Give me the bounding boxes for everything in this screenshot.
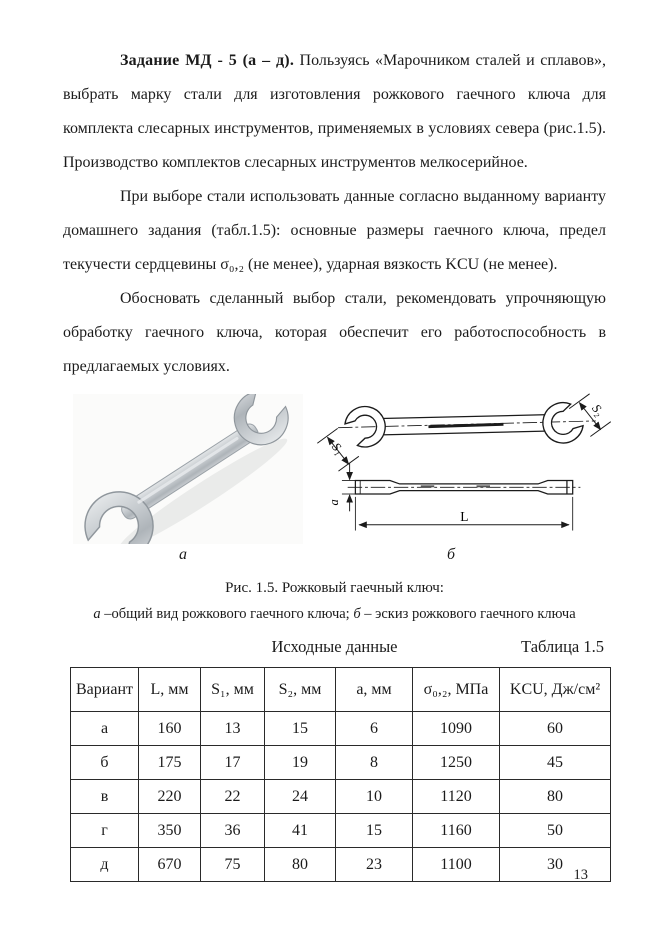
table-cell: 10	[336, 780, 413, 814]
table-header-row	[71, 668, 611, 712]
table-cell: 60	[500, 712, 611, 746]
table-cell: 160	[139, 712, 201, 746]
table-row	[71, 848, 611, 882]
figure-labels	[63, 546, 606, 576]
table-cell: д	[71, 848, 139, 882]
task-paragraph	[63, 44, 606, 180]
table-cell: в	[71, 780, 139, 814]
figure-label-b: б	[447, 546, 456, 563]
table-cell: 15	[265, 712, 336, 746]
table-cell: 30	[500, 848, 611, 882]
table-row	[71, 746, 611, 780]
subcaption-b-text: – эскиз рожкового гаечного ключа	[360, 606, 576, 622]
table-header-cell: S₁, мм	[201, 668, 265, 712]
dim-s1-label: S₁	[328, 440, 347, 458]
table-body	[71, 712, 611, 882]
figure-label-a: а	[179, 546, 187, 563]
data-table	[70, 667, 611, 882]
table-pretitle: Исходные данные	[271, 637, 398, 656]
table-cell: б	[71, 746, 139, 780]
table-cell: 17	[201, 746, 265, 780]
table-header-cell: Вариант	[71, 668, 139, 712]
subcaption-b-label: б	[353, 606, 361, 622]
dim-a-label: а	[327, 499, 342, 506]
table-row	[71, 780, 611, 814]
table-cell: 15	[336, 814, 413, 848]
table-header-cell: S₂, мм	[265, 668, 336, 712]
table-cell: 1250	[413, 746, 500, 780]
body-paragraph-2: При выборе стали использовать данные согласно выданному варианту домашнего задания (табл.1.5): основные размеры гаечного ключа, предел текучести сердцевины σ₀,₂ (не менее), ударная вязкость KCU (не менее).	[63, 188, 606, 273]
figure-subcaption	[63, 606, 606, 623]
table-header-cell: σ₀,₂, МПа	[413, 668, 500, 712]
body-paragraph-3: Обосновать сделанный выбор стали, рекомендовать упрочняющую обработку гаечного ключа, которая обеспечит его работоспособность в предлагаемых условиях.	[63, 290, 606, 375]
figure-1-5	[63, 394, 606, 546]
wrench-photo	[73, 394, 303, 544]
table-cell: 1120	[413, 780, 500, 814]
table-cell: 45	[500, 746, 611, 780]
table-cell: 50	[500, 814, 611, 848]
table-cell: 80	[265, 848, 336, 882]
task-title: Задание МД - 5 (а – д).	[120, 52, 295, 69]
table-cell: 175	[139, 746, 201, 780]
figure-caption: Рис. 1.5. Рожковый гаечный ключ:	[225, 580, 444, 596]
wrench-drawing	[315, 388, 615, 550]
table-cell: 670	[139, 848, 201, 882]
table-cell: 1160	[413, 814, 500, 848]
table-cell: г	[71, 814, 139, 848]
table-cell: 8	[336, 746, 413, 780]
table-cell: 24	[265, 780, 336, 814]
table-cell: 19	[265, 746, 336, 780]
table-row	[71, 712, 611, 746]
dim-s2-label: S₂	[589, 401, 607, 419]
table-cell: 22	[201, 780, 265, 814]
table-heading-line	[63, 637, 606, 663]
table-cell: 23	[336, 848, 413, 882]
table-cell: 75	[201, 848, 265, 882]
table-cell: 1100	[413, 848, 500, 882]
table-row	[71, 814, 611, 848]
table-cell: а	[71, 712, 139, 746]
subcaption-a-text: –общий вид рожкового гаечного ключа;	[100, 606, 354, 622]
table-title: Таблица 1.5	[521, 637, 604, 656]
table-header-cell: KCU, Дж/см²	[500, 668, 611, 712]
table-cell: 220	[139, 780, 201, 814]
table-cell: 6	[336, 712, 413, 746]
wrench-photo-image	[73, 394, 303, 544]
table-header-cell: а, мм	[336, 668, 413, 712]
table-cell: 13	[201, 712, 265, 746]
table-cell: 80	[500, 780, 611, 814]
table-cell: 36	[201, 814, 265, 848]
table-cell: 350	[139, 814, 201, 848]
table-header-cell: L, мм	[139, 668, 201, 712]
table-cell: 41	[265, 814, 336, 848]
page-number: 13	[573, 867, 588, 883]
wrench-sketch-image	[315, 388, 615, 550]
table-cell: 1090	[413, 712, 500, 746]
task-text: Пользуясь «Марочником сталей и сплавов», выбрать марку стали для изготовления рожкового гаечного ключа для комплекта слесарных инструментов, применяемых в условиях севера (рис.1.5). Производство комплектов слесарных инструментов мелкосерийное.	[63, 52, 606, 171]
subcaption-a-label: а	[93, 606, 101, 622]
dim-L-label: L	[460, 508, 469, 524]
